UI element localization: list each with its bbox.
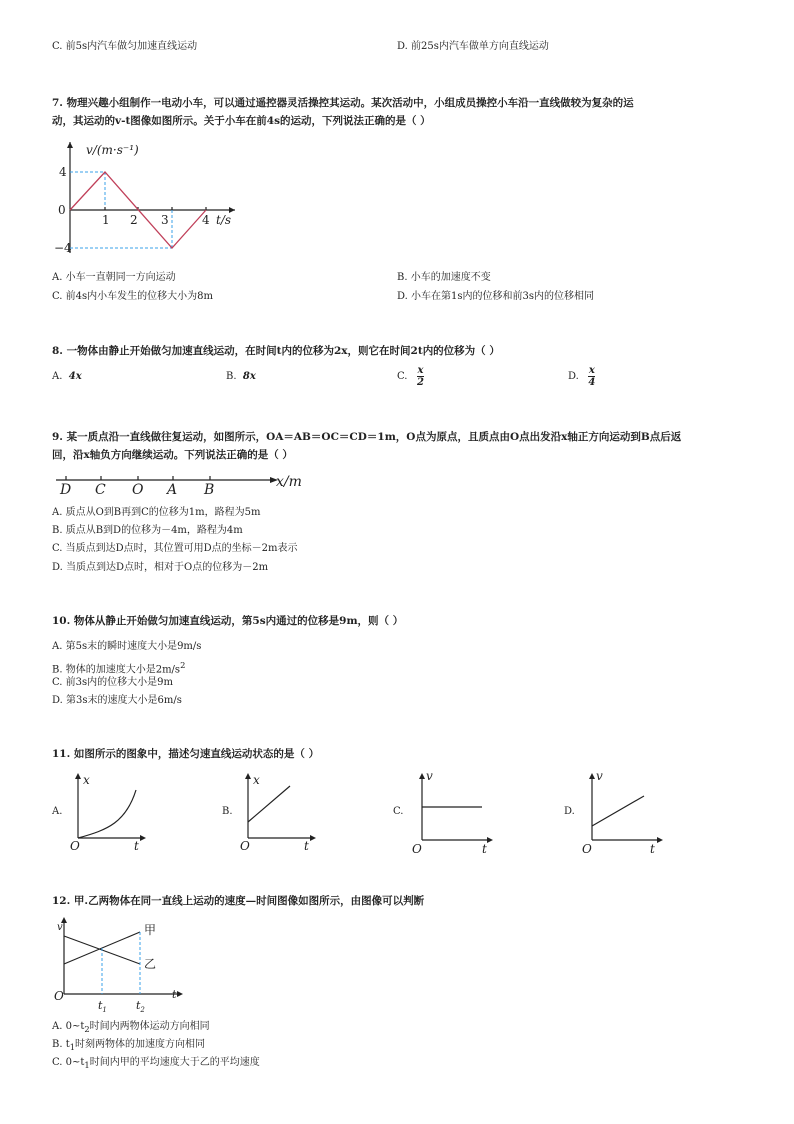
q11-label-b: B. [222,806,233,817]
q7-option-c: C. 前4s内小车发生的位移大小为8m [52,291,213,302]
q12-stem: 12. 甲.乙两物体在同一直线上运动的速度—时间图像如图所示，由图像可以判断 [52,895,425,907]
q11-label-c: C. [393,806,404,817]
q9-point-o: O [132,482,144,498]
q10-option-b [52,658,185,677]
q7-option-a: A. 小车一直朝同一方向运动 [52,272,176,283]
q12-option-b-post: 时刻两物体的加速度方向相同 [75,1039,206,1050]
q12-option-a [52,1020,210,1036]
q12-label-yi: 乙 [144,957,157,971]
q8-option-b-value: 8x [242,371,256,382]
q11-graph-c [410,770,495,855]
q11-graph-a [68,770,148,855]
q8-stem: 8. 一物体由静止开始做匀加速直线运动，在时间t内的位移为2x，则它在时间2t内的位移为（ ） [52,345,500,357]
q7-y-axis-label: v/(m·s⁻¹) [86,143,139,157]
q8-option-b [226,370,256,384]
q10-stem: 10. 物体从静止开始做匀加速直线运动，第5s内通过的位移是9m，则（ ） [52,615,404,627]
q8-option-a-prefix: A. [52,371,63,382]
q9-point-c: C [95,482,106,498]
q8-option-a [52,370,82,384]
q12-x-label: t [172,988,177,1001]
q11d-origin: O [582,842,592,856]
q7-y-tick-0: 0 [58,203,66,217]
top-option-c: C. 前5s内汽车做匀加速直线运动 [52,41,198,52]
q10-option-a: A. 第5s末的瞬时速度大小是9m/s [52,641,202,652]
q10-option-d: D. 第3s末的速度大小是6m/s [52,695,182,706]
q11-stem: 11. 如图所示的图象中，描述匀速直线运动状态的是（ ） [52,748,320,760]
q11c-x-label: t [482,842,487,856]
q9-option-a: A. 质点从O到B再到C的位移为1m，路程为5m [52,507,261,518]
q9-axis-label: x/m [276,474,302,490]
q9-point-a: A [167,482,178,498]
q10-option-c: C. 前3s内的位移大小是9m [52,677,173,688]
q7-x-tick-1: 1 [102,213,110,227]
q11-label-a: A. [52,806,63,817]
q11-label-d: D. [564,806,575,817]
q12-option-b-pre: B. t [52,1039,70,1050]
q9-stem-line2: 回，沿x轴负方向继续运动。下列说法正确的是（ ） [52,449,293,461]
q9-option-b: B. 质点从B到D的位移为－4m，路程为4m [52,525,243,536]
q8-option-c-fraction: $\frac{x}{2}$ [417,365,424,388]
q11c-origin: O [412,842,422,856]
q11b-y-label: x [253,773,260,787]
q12-option-c-sub: 1 [84,1060,90,1070]
q10-option-b-text: B. 物体的加速度大小是2m/s [52,664,181,676]
q12-t1-label: $t_1$ [98,999,107,1014]
q7-x-tick-2: 2 [130,213,138,227]
q7-vt-graph [50,138,250,263]
q7-x-axis-label: t/s [216,213,232,227]
q11d-x-label: t [650,842,655,856]
q8-option-d-prefix: D. [568,371,579,382]
q7-x-tick-3: 3 [161,213,169,227]
q7-y-tick-4: 4 [59,165,67,179]
q11b-x-label: t [304,839,309,853]
q11d-y-label: v [596,769,603,783]
q11-graph-b [238,770,318,855]
q8-option-c-prefix: C. [397,371,408,382]
q11b-origin: O [240,839,250,853]
q12-option-a-pre: A. 0~t [52,1021,85,1032]
q12-label-jia: 甲 [144,923,157,937]
q12-vt-graph [52,916,192,1016]
q7-stem-line2: 动，其运动的v-t图像如图所示。关于小车在前4s的运动，下列说法正确的是（ ） [52,115,431,127]
q7-option-d: D. 小车在第1s内的位移和前3s内的位移相同 [397,291,595,302]
q12-option-a-post: 时间内两物体运动方向相同 [89,1021,210,1032]
q7-y-tick-neg4: −4 [54,241,72,255]
q12-option-c [52,1056,260,1072]
q11a-origin: O [70,839,80,853]
q7-stem-line1: 7. 物理兴趣小组制作一电动小车，可以通过遥控器灵活操控其运动。某次活动中，小组成员操控小车沿一直线做较为复杂的运 [52,97,634,109]
q9-number-line [52,470,312,496]
q10-option-b-sup: 2 [180,660,186,670]
q7-x-tick-4: 4 [202,213,210,227]
q9-stem-line1: 9. 某一质点沿一直线做往复运动，如图所示，OA＝AB＝OC＝CD＝1m，O点为原点，且质点由O点出发沿x轴正方向运动到B点后返 [52,431,682,443]
q12-option-b-sub: 1 [69,1042,76,1052]
q8-option-d [568,364,595,390]
q8-option-b-prefix: B. [226,371,237,382]
q12-option-a-sub: 2 [84,1024,90,1034]
q11-graph-d [580,770,665,855]
q9-option-c: C. 当质点到达D点时，其位置可用D点的坐标－2m表示 [52,543,298,554]
q12-y-label: v [57,922,63,933]
top-option-d: D. 前25s内汽车做单方向直线运动 [397,41,549,52]
q8-option-a-value: 4x [68,371,82,382]
q12-option-b [52,1038,205,1054]
q8-option-d-fraction: $\frac{x}{4}$ [588,365,596,388]
q9-option-d: D. 当质点到达D点时，相对于O点的位移为－2m [52,562,269,573]
q12-option-c-post: 时间内甲的平均速度大于乙的平均速度 [89,1057,260,1068]
q8-option-c [397,364,424,390]
q9-point-d: D [60,482,72,498]
q11a-y-label: x [83,773,90,787]
q11c-y-label: v [426,769,433,783]
q12-option-c-pre: C. 0~t [52,1057,85,1068]
q12-t2-label: $t_2$ [136,999,145,1014]
q11a-x-label: t [134,839,139,853]
q9-point-b: B [204,482,215,498]
q7-option-b: B. 小车的加速度不变 [397,272,491,283]
q12-origin: O [54,989,64,1003]
